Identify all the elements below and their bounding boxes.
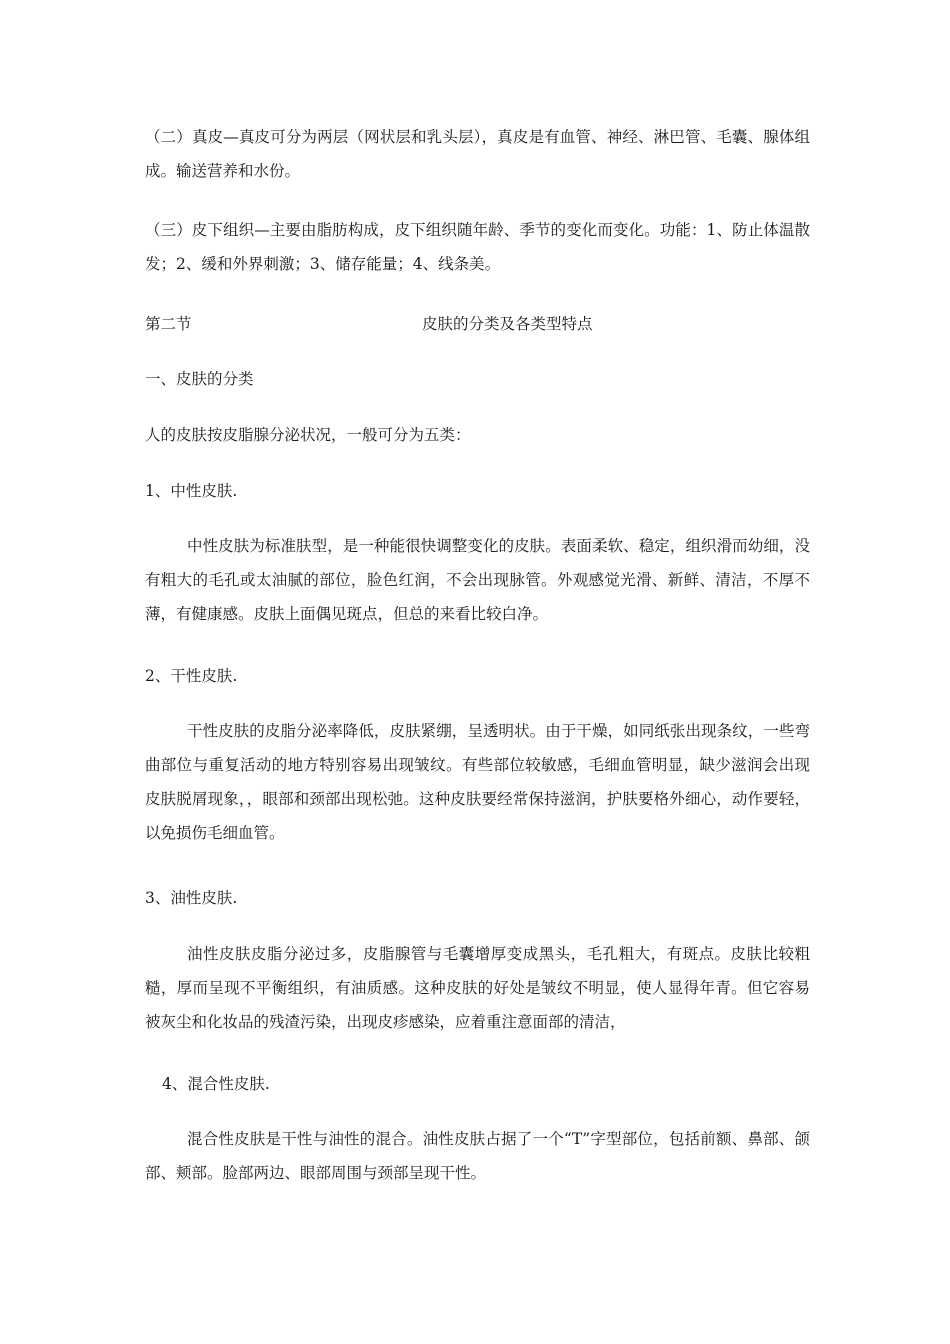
section-heading bbox=[145, 307, 810, 341]
paragraph-subcutaneous: （三）皮下组织—主要由脂肪构成，皮下组织随年龄、季节的变化而变化。功能：1、防止体温散发；2、缓和外界刺激；3、储存能量；4、线条美。 bbox=[145, 221, 810, 273]
type-body-oily: 油性皮肤皮脂分泌过多，皮脂腺管与毛囊增厚变成黑头，毛孔粗大，有斑点。皮肤比较粗糙，厚而呈现不平衡组织，有油质感。这种皮肤的好处是皱纹不明显，使人显得年青。但它容易被灰尘和化妆品的残渣污染，出现皮疹感染，应着重注意面部的清洁， bbox=[145, 945, 810, 1031]
intro-paragraph: 人的皮肤按皮脂腺分泌状况，一般可分为五类： bbox=[145, 426, 471, 444]
section-title: 皮肤的分类及各类型特点 bbox=[422, 315, 593, 333]
type-heading-combination: 4、混合性皮肤. bbox=[162, 1075, 270, 1093]
type-heading-neutral: 1、中性皮肤. bbox=[145, 482, 238, 500]
type-body-neutral: 中性皮肤为标准肤型，是一种能很快调整变化的皮肤。表面柔软、稳定，组织滑而幼细，没有粗大的毛孔或太油腻的部位，脸色红润，不会出现脉管。外观感觉光滑、新鲜、清洁，不厚不薄，有健康感。皮肤上面偶见斑点，但总的来看比较白净。 bbox=[145, 537, 810, 623]
type-body-dry: 干性皮肤的皮脂分泌率降低，皮肤紧绷，呈透明状。由于干燥，如同纸张出现条纹，一些弯曲部位与重复活动的地方特别容易出现皱纹。有些部位较敏感，毛细血管明显，缺少滋润会出现皮肤脱屑现象，，眼部和颈部出现松弛。这种皮肤要经常保持滋润，护肤要格外细心，动作要轻，以免损伤毛细血管。 bbox=[145, 722, 810, 842]
type-heading-dry: 2、干性皮肤. bbox=[145, 667, 238, 685]
type-heading-oily: 3、油性皮肤. bbox=[145, 889, 238, 907]
heading-classification: 一、皮肤的分类 bbox=[145, 370, 254, 388]
section-number: 第二节 bbox=[145, 315, 192, 333]
paragraph-dermis: （二）真皮—真皮可分为两层（网状层和乳头层），真皮是有血管、神经、淋巴管、毛囊、腺体组成。输送营养和水份。 bbox=[145, 128, 810, 180]
type-body-combination: 混合性皮肤是干性与油性的混合。油性皮肤占据了一个“T”字型部位，包括前额、鼻部、颌部、颊部。脸部两边、眼部周围与颈部呈现干性。 bbox=[145, 1130, 810, 1182]
